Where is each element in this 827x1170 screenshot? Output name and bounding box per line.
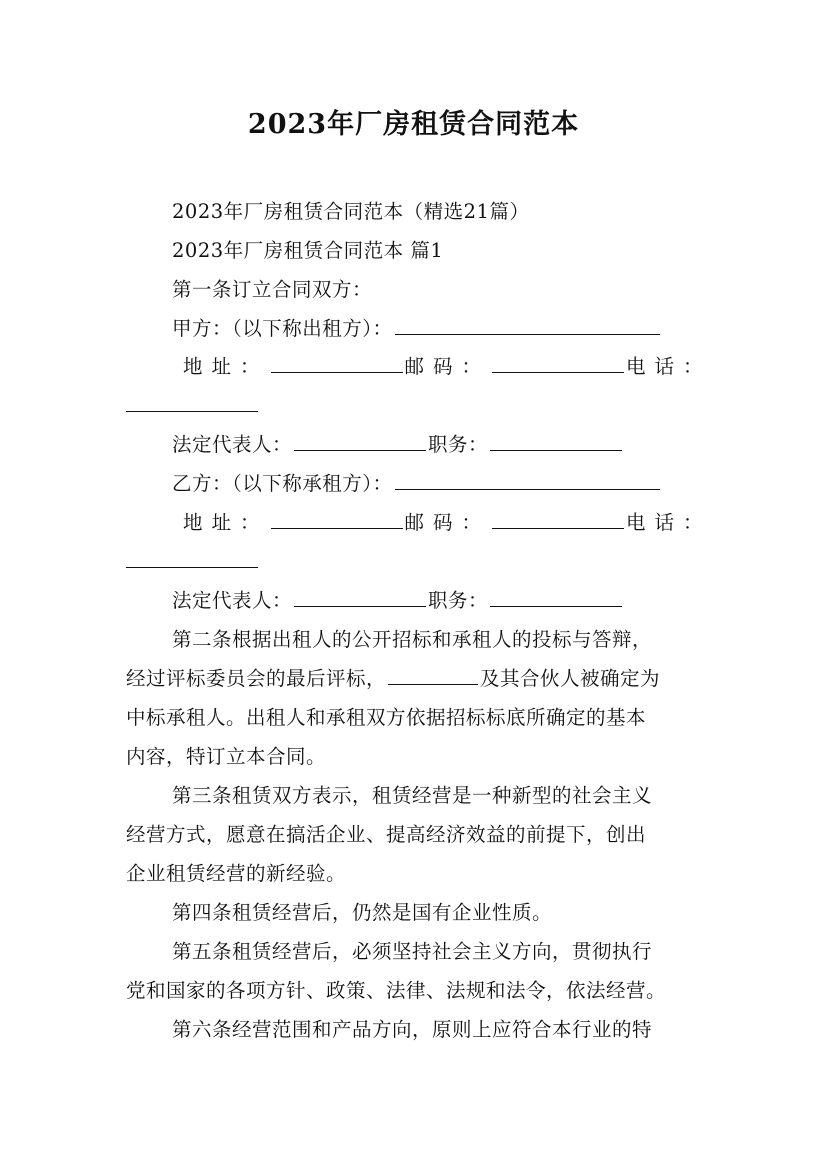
- party-a-rep-blank: [294, 432, 426, 451]
- party-b-rep-line: [172, 588, 624, 614]
- party-a-label: 甲方：（以下称出租方）：: [172, 317, 393, 340]
- article-3-line-2: 经营方式，愿意在搞活企业、提高经济效益的前提下，创出: [126, 823, 647, 846]
- party-b-rep-blank: [294, 588, 426, 607]
- party-b-phone-line: [126, 549, 260, 575]
- subtitle-line: 2023年厂房租赁合同范本（精选21篇）: [172, 200, 530, 223]
- party-a-contact-line: [183, 354, 712, 380]
- party-a-line: [172, 316, 662, 342]
- article-5-line-1: 第五条租赁经营后，必须坚持社会主义方向，贯彻执行: [172, 940, 653, 963]
- article-2-line-2a: 经过评标委员会的最后评标，: [126, 667, 387, 690]
- party-a-phone-blank: [126, 393, 258, 412]
- party-a-rep-line: [172, 432, 624, 458]
- party-b-label: 乙方：（以下称承租方）：: [172, 472, 393, 495]
- party-b-line: [172, 471, 662, 497]
- party-a-phone-line: [126, 393, 260, 419]
- party-b-phone-blank: [126, 549, 258, 568]
- article-5-line-2: 党和国家的各项方针、政策、法律、法规和法令，依法经营。: [126, 979, 667, 1002]
- article-2-line-2: [126, 666, 660, 692]
- party-b-postcode-blank: [492, 510, 624, 529]
- chapter-heading: 2023年厂房租赁合同范本 篇1: [172, 239, 444, 262]
- party-b-phone-label: 电话：: [626, 511, 712, 534]
- party-b-rep-label: 法定代表人：: [172, 589, 293, 612]
- party-a-title-label: 职务：: [428, 433, 489, 456]
- article-3-line-3: 企业租赁经营的新经验。: [126, 862, 347, 885]
- party-b-title-label: 职务：: [428, 589, 489, 612]
- party-b-contact-line: [183, 510, 712, 536]
- party-a-rep-label: 法定代表人：: [172, 433, 293, 456]
- party-a-phone-label: 电话：: [626, 355, 712, 378]
- party-a-blank: [395, 316, 660, 335]
- party-a-postcode-blank: [492, 354, 624, 373]
- party-a-title-blank: [490, 432, 622, 451]
- article-2-line-4: 内容，特订立本合同。: [126, 745, 327, 768]
- party-a-address-label: 地址：: [183, 355, 269, 378]
- party-b-address-label: 地址：: [183, 511, 269, 534]
- article-4: 第四条租赁经营后，仍然是国有企业性质。: [172, 901, 553, 924]
- document-title: 2023年厂房租赁合同范本: [247, 109, 580, 140]
- party-a-postcode-label: 邮码：: [404, 355, 491, 378]
- article-2-line-2b: 及其合伙人被确定为: [480, 667, 661, 690]
- party-a-address-blank: [271, 354, 403, 373]
- party-b-title-blank: [490, 588, 622, 607]
- article-2-line-1: 第二条根据出租人的公开招标和承租人的投标与答辩，: [172, 628, 653, 651]
- article-1: 第一条订立合同双方：: [172, 278, 373, 301]
- article-2-line-3: 中标承租人。出租人和承租双方依据招标标底所确定的基本: [126, 706, 647, 729]
- party-b-blank: [395, 471, 660, 490]
- article-2-bidder-blank: [388, 666, 478, 685]
- party-b-postcode-label: 邮码：: [404, 511, 491, 534]
- article-6-line-1: 第六条经营范围和产品方向，原则上应符合本行业的特: [172, 1018, 653, 1041]
- article-3-line-1: 第三条租赁双方表示，租赁经营是一种新型的社会主义: [172, 784, 653, 807]
- party-b-address-blank: [271, 510, 403, 529]
